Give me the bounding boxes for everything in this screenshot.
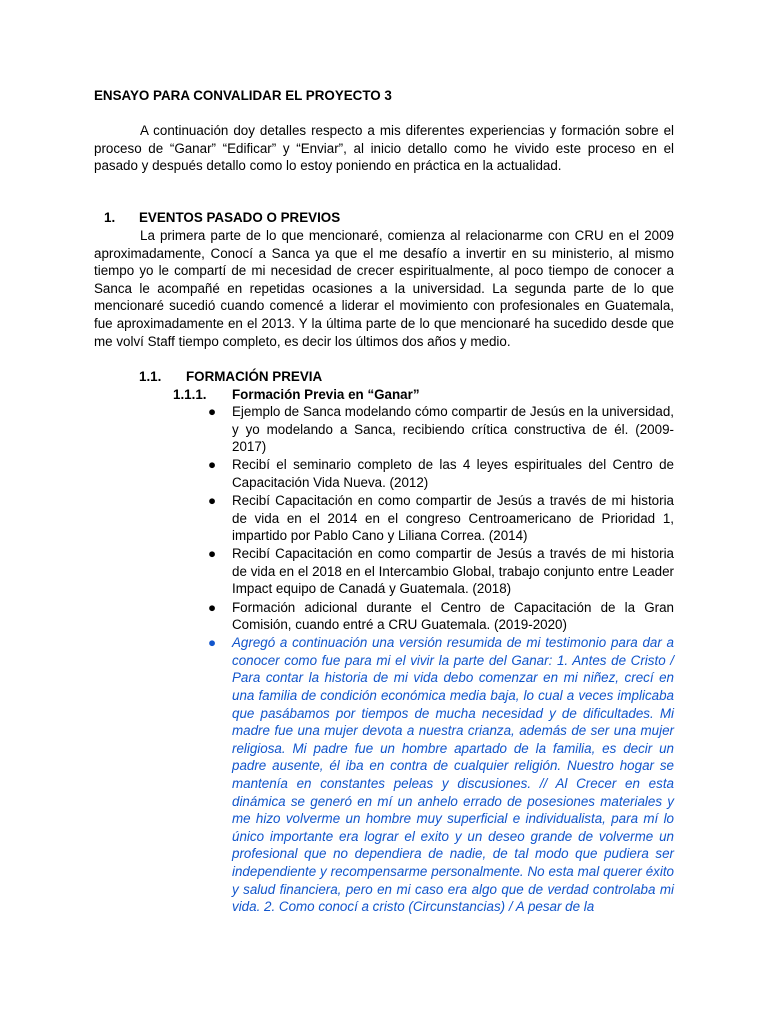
list-item-text: Formación adicional durante el Centro de Capacitación de la Gran Comisión, cuando entré a CRU Guatemala. (2019-2020) — [232, 599, 674, 633]
bullet-icon: ● — [208, 599, 217, 615]
bullet-icon: ● — [208, 492, 217, 508]
list-item — [206, 456, 674, 491]
section-1-1-1-number: 1.1.1. — [173, 387, 207, 402]
testimony-list-item — [206, 634, 674, 916]
list-item — [206, 545, 674, 598]
section-1-1-1-title: Formación Previa en “Ganar” — [232, 387, 420, 402]
section-1-1-heading — [139, 368, 322, 386]
list-item-text: Recibí el seminario completo de las 4 leyes espirituales del Centro de Capacitación Vida Nueva. (2012) — [232, 457, 674, 490]
section-1-heading — [104, 209, 340, 227]
document-title: ENSAYO PARA CONVALIDAR EL PROYECTO 3 — [94, 88, 392, 103]
bullet-icon: ● — [208, 635, 217, 651]
bullet-icon: ● — [208, 404, 217, 419]
list-item-text: Ejemplo de Sanca modelando cómo compartir de Jesús en la universidad, y yo modelando a Sanca, recibiendo crítica constructiva de él. (2009-2017) — [232, 404, 674, 455]
section-1-1-title: FORMACIÓN PREVIA — [186, 369, 323, 384]
list-item — [206, 403, 674, 456]
list-item-text: Recibí Capacitación en como compartir de Jesús a través de mi historia de vida en el 2014 en el congreso Centroamericano de Prioridad 1, impartido por Pablo Cano y Liliana Correa. (2014) — [232, 492, 674, 544]
section-1-title: EVENTOS PASADO O PREVIOS — [139, 210, 341, 225]
section-1-1-number: 1.1. — [139, 369, 162, 384]
section-1-paragraph: La primera parte de lo que mencionaré, comienza al relacionarme con CRU en el 2009 aproximadamente, Conocí a Sanca ya que el me desafío a invertir en su ministerio, al mismo tiempo yo le compartí de mi necesidad de crecer espiritualmente, al poco tiempo de conocer a Sanca le acompañé en repetidas ocasiones a la universidad. La segunda parte de lo que mencionaré sucedió cuando comencé a liderar el movimiento con profesionales en Guatemala, fue aproximadamente en el 2013. Y la última parte de lo que mencionaré ha sucedido desde que me volví Staff tiempo completo, es decir los últimos dos años y medio. — [94, 228, 674, 349]
list-item-text: Recibí Capacitación en como compartir de Jesús a través de mi historia de vida en el 2018 en el Intercambio Global, trabajo conjunto entre Leader Impact equipo de Canadá y Guatemala. (2018) — [232, 546, 674, 597]
section-1-number: 1. — [104, 210, 116, 225]
intro-paragraph: A continuación doy detalles respecto a mis diferentes experiencias y formación sobre el proceso de “Ganar” “Edificar” y “Enviar”, al inicio detallo como he vivido este proceso en el pasado y después detallo como lo estoy poniendo en práctica en la actualidad. — [94, 123, 674, 174]
testimony-text: Agregó a continuación una versión resumida de mi testimonio para dar a conocer como fue para mi el vivir la parte del Ganar: 1. Antes de Cristo / Para contar la historia de mi vida debo comenzar en mi niñez, crecí en una familia de condición económica media baja, lo cual a veces implicaba que pasábamos por tiempos de mucha necesidad y de dificultades. Mi madre fue una mujer devota a nuestra crianza, además de ser una mujer religiosa. Mi padre fue un hombre apartado de la familia, es decir un padre ausente, él iba en contra de cualquier religión. Nuestro hogar se mantenía en constantes peleas y discusiones. // Al Crecer en esta dinámica se generó en mí un anhelo errado de posesiones materiales y me hizo volverme un hombre muy superficial e individualista, para mí lo único importante era lograr el exito y un deseo grande de volverme un profesional que no dependiera de nadie, de tal modo que pudiera ser independiente y recompensarme personalmente. No esta mal querer éxito y salud financiera, pero en mi caso era algo que de verdad controlaba mi vida. 2. Como conocí a cristo (Circunstancias) / A pesar de la — [232, 635, 674, 915]
list-item — [206, 599, 674, 634]
list-item — [206, 492, 674, 545]
formation-bullet-list — [206, 403, 674, 916]
section-1-1-1-heading — [173, 386, 420, 404]
bullet-icon: ● — [208, 457, 217, 473]
bullet-icon: ● — [208, 546, 217, 562]
